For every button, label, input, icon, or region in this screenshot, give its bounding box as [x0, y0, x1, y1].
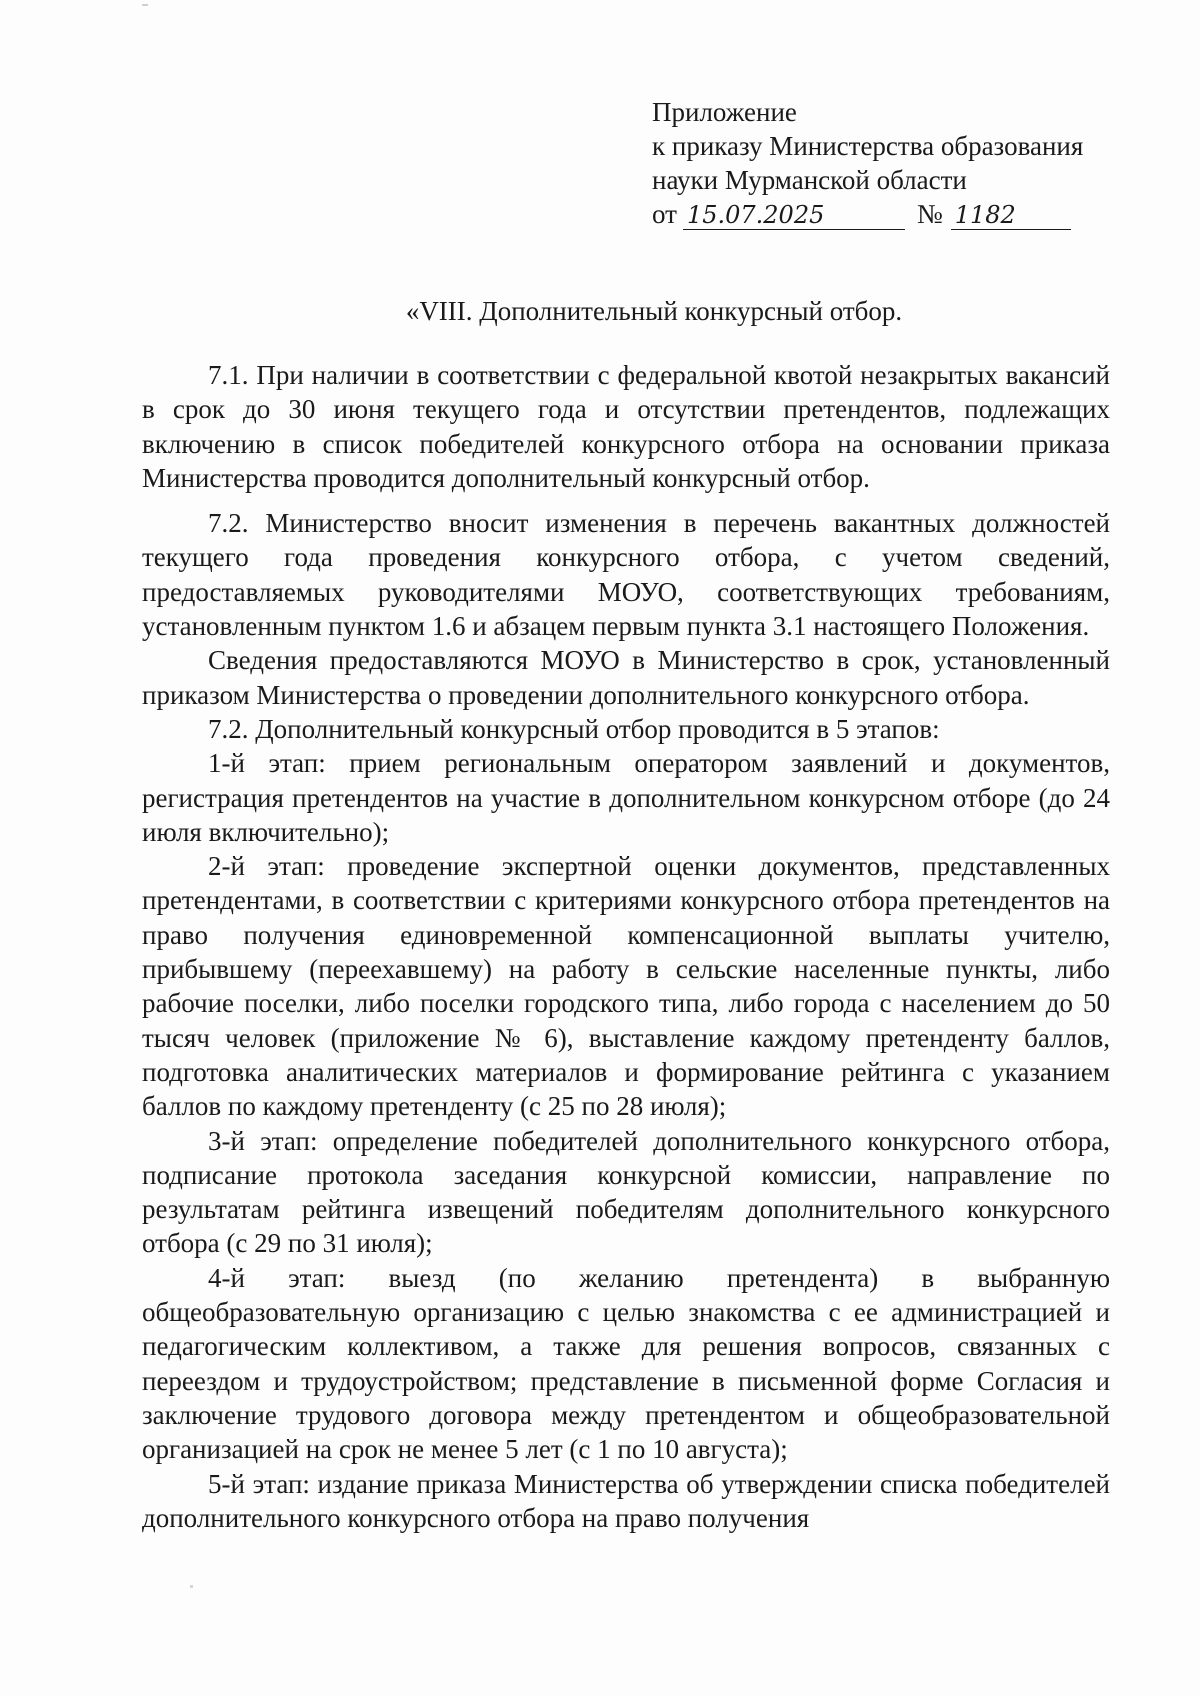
scan-artifact [190, 1585, 193, 1588]
paragraph-stage-4: 4-й этап: выезд (по желанию претендента) в выбранную общеобразовательную организацию с целью знакомства с ее администрацией и педагогическим коллективом, а также для решения вопросов, связанных с переездом и трудоустройством; представление в письменной форме Согласия и заключение трудового договора между претендентом и общеобразовательной организацией на срок не менее 5 лет (с 1 по 10 августа); [142, 1262, 1110, 1465]
scan-artifact [142, 4, 148, 6]
appendix-title: Приложение [652, 97, 797, 127]
paragraph-stage-1: 1-й этап: прием региональным оператором заявлений и документов, регистрация претендентов на участие в дополнительном конкурсном отборе (до 24 июля включительно); [142, 748, 1110, 847]
paragraph-7-2-stages: 7.2. Дополнительный конкурсный отбор проводится в 5 этапов: [208, 713, 940, 744]
date-prefix: от [652, 199, 677, 229]
section-heading: «VIII. Дополнительный конкурсный отбор. [405, 296, 903, 326]
paragraph-7-1: 7.1. При наличии в соответствии с федеральной квотой незакрытых вакансий в срок до 30 июня текущего года и отсутствии претендентов, подлежащих включению в список победителей конкурсного отбора на основании приказа Министерства проводится дополнительный конкурсный отбор. [142, 360, 1110, 493]
order-date-number-line [652, 197, 1132, 231]
handwritten-date: 15.07.2025 [683, 201, 905, 230]
appendix-order-line: к приказу Министерства образования [652, 131, 1084, 161]
appendix-block [652, 95, 1132, 231]
handwritten-number: 1182 [951, 201, 1071, 230]
appendix-region-line: науки Мурманской области [652, 165, 967, 195]
paragraph-stage-2: 2-й этап: проведение экспертной оценки документов, представленных претендентами, в соответствии с критериями конкурсного отбора претендентов на право получения единовременной компенсационной выплаты учителю, прибывшему (переехавшему) на работу в сельские населенные пункты, либо рабочие поселки, либо поселки городского типа, либо города с населением до 50 тысяч человек (приложение № 6), выставление каждому претенденту баллов, подготовка аналитических материалов и формирование рейтинга с указанием баллов по каждому претенденту (с 25 по 28 июля); [142, 851, 1110, 1122]
paragraph-stage-5: 5-й этап: издание приказа Министерства об утверждении списка победителей дополнительного конкурсного отбора на право получения [142, 1468, 1110, 1533]
paragraph-info-submission: Сведения предоставляются МОУО в Министерство в срок, установленный приказом Министерства о проведении дополнительного конкурсного отбора. [142, 645, 1110, 710]
document-body [142, 358, 1110, 1535]
paragraph-7-2-changes: 7.2. Министерство вносит изменения в перечень вакантных должностей текущего года проведения конкурсного отбора, с учетом сведений, предоставляемых руководителями МОУО, соответствующих требованиям, установленным пунктом 1.6 и абзацем первым пункта 3.1 настоящего Положения. [142, 508, 1110, 642]
paragraph-stage-3: 3-й этап: определение победителей дополнительного конкурсного отбора, подписание протокола заседания конкурсной комиссии, направление по результатам рейтинга извещений победителям дополнительного конкурсного отбора (с 29 по 31 июля); [142, 1125, 1110, 1259]
number-sign: № [916, 199, 943, 229]
